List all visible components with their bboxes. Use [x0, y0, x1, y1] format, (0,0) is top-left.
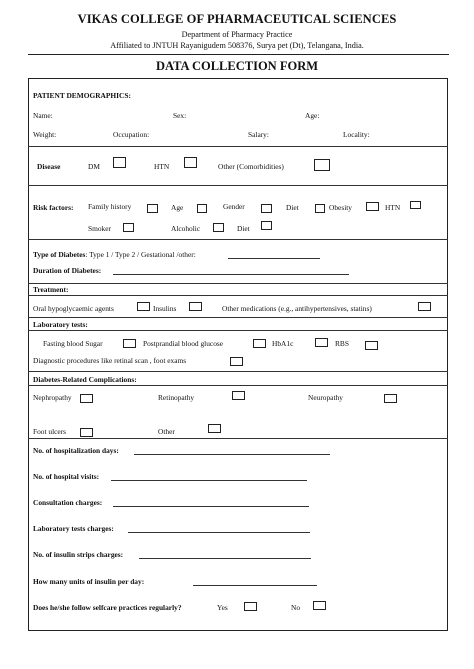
treatment-heading: Treatment: — [33, 285, 69, 294]
header-rule — [28, 54, 449, 55]
section-divider — [28, 295, 448, 296]
form-border — [28, 78, 448, 631]
section-divider — [28, 185, 448, 186]
locality-label: Locality: — [343, 130, 370, 139]
section-divider — [28, 438, 448, 439]
section-divider — [28, 317, 448, 318]
comorbidities-label: Other (Comorbidities) — [218, 162, 284, 171]
gender-checkbox[interactable] — [261, 204, 272, 213]
rbs-checkbox[interactable] — [365, 341, 378, 350]
hospitalization-days-line[interactable] — [134, 454, 330, 455]
demographics-heading: PATIENT DEMOGRAPHICS: — [33, 91, 131, 100]
disease-heading: Disease — [37, 162, 61, 171]
diagnostic-checkbox[interactable] — [230, 357, 243, 366]
retinopathy-checkbox[interactable] — [232, 391, 245, 400]
insulin-units-line[interactable] — [193, 585, 317, 586]
risk-htn-label: HTN — [385, 203, 401, 212]
family-history-label: Family history — [88, 202, 132, 211]
nephropathy-label: Nephropathy — [33, 393, 72, 402]
complications-heading: Diabetes-Related Complications: — [33, 375, 137, 384]
retinopathy-label: Retinopathy — [158, 393, 195, 402]
yes-checkbox[interactable] — [244, 602, 257, 611]
hospital-visits-line[interactable] — [111, 480, 307, 481]
insulin-units-label: How many units of insulin per day: — [33, 577, 145, 586]
occupation-label: Occupation: — [113, 130, 150, 139]
diet-checkbox[interactable] — [315, 204, 325, 213]
type-other-line[interactable] — [228, 258, 320, 259]
type-of-diabetes — [33, 250, 196, 259]
other-medications-label: Other medications (e.g., antihypertensives, statins) — [222, 304, 372, 313]
hba1c-label: HbA1c — [272, 339, 294, 348]
disease-htn-label: HTN — [154, 162, 170, 171]
dm-label: DM — [88, 162, 100, 171]
sex-label: Sex: — [173, 111, 187, 120]
foot-ulcers-label: Foot ulcers — [33, 427, 67, 436]
insulins-label: Insulins — [153, 304, 177, 313]
other-medications-checkbox[interactable] — [418, 302, 431, 311]
lab-charges-label: Laboratory tests charges: — [33, 524, 114, 533]
disease-htn-checkbox[interactable] — [184, 157, 197, 168]
yes-label: Yes — [217, 603, 228, 612]
risk-age-checkbox[interactable] — [197, 204, 207, 213]
lab-tests-heading: Laboratory tests: — [33, 320, 88, 329]
oral-agents-checkbox[interactable] — [137, 302, 150, 311]
no-checkbox[interactable] — [313, 601, 326, 610]
affiliation-text: Affiliated to JNTUH Rayanigudem 508376, Surya pet (Dt), Telangana, India. — [110, 41, 364, 50]
risk-age-label: Age — [171, 203, 184, 212]
diet-label: Diet — [286, 203, 299, 212]
lab-charges-line[interactable] — [128, 532, 310, 533]
consultation-line[interactable] — [113, 506, 309, 507]
name-label: Name: — [33, 111, 53, 120]
other-complication-label: Other — [158, 427, 175, 436]
department-name: Department of Pharmacy Practice — [181, 30, 293, 39]
insulin-strips-line[interactable] — [139, 558, 311, 559]
alcoholic-checkbox[interactable] — [213, 223, 224, 232]
comorbidities-checkbox[interactable] — [314, 159, 330, 171]
section-divider — [28, 283, 448, 284]
section-divider — [28, 146, 448, 147]
smoker-label: Smoker — [88, 224, 111, 233]
dm-checkbox[interactable] — [113, 157, 126, 168]
risk-factors-heading: Risk factors: — [33, 203, 74, 212]
nephropathy-checkbox[interactable] — [80, 394, 93, 403]
neuropathy-label: Neuropathy — [308, 393, 343, 402]
weight-label: Weight: — [33, 130, 57, 139]
diet2-label: Diet — [237, 224, 250, 233]
section-divider — [28, 371, 448, 372]
section-divider — [28, 385, 448, 386]
family-history-checkbox[interactable] — [147, 204, 158, 213]
section-divider — [28, 330, 448, 331]
other-complication-checkbox[interactable] — [208, 424, 221, 433]
hospital-visits-label: No. of hospital visits: — [33, 472, 100, 481]
age-label: Age: — [305, 111, 320, 120]
duration-line[interactable] — [113, 274, 349, 275]
salary-label: Salary: — [248, 130, 269, 139]
insulins-checkbox[interactable] — [189, 302, 202, 311]
obesity-checkbox[interactable] — [366, 202, 379, 211]
fasting-label: Fasting blood Sugar — [43, 339, 103, 348]
college-name: VIKAS COLLEGE OF PHARMACEUTICAL SCIENCES — [77, 12, 397, 26]
alcoholic-label: Alcoholic — [171, 224, 201, 233]
consultation-label: Consultation charges: — [33, 498, 103, 507]
foot-ulcers-checkbox[interactable] — [80, 428, 93, 437]
risk-htn-checkbox[interactable] — [410, 201, 421, 209]
no-label: No — [291, 603, 301, 612]
fasting-checkbox[interactable] — [123, 339, 136, 348]
obesity-label: Obesity — [329, 203, 352, 212]
type-of-diabetes-options: : Type 1 / Type 2 / Gestational /other: — [85, 250, 196, 259]
duration-label: Duration of Diabetes: — [33, 266, 102, 275]
postprandial-checkbox[interactable] — [253, 339, 266, 348]
selfcare-label: Does he/she follow selfcare practices regularly? — [33, 603, 182, 612]
neuropathy-checkbox[interactable] — [384, 394, 397, 403]
smoker-checkbox[interactable] — [123, 223, 134, 232]
insulin-strips-label: No. of insulin strips charges: — [33, 550, 124, 559]
hba1c-checkbox[interactable] — [315, 338, 328, 347]
diagnostic-label: Diagnostic procedures like retinal scan , foot exams — [33, 356, 187, 365]
gender-label: Gender — [223, 202, 245, 211]
form-title: DATA COLLECTION FORM — [155, 59, 319, 73]
rbs-label: RBS — [335, 339, 349, 348]
section-divider — [28, 239, 448, 240]
oral-agents-label: Oral hypoglycaemic agents — [33, 304, 114, 313]
diet2-checkbox[interactable] — [261, 221, 272, 230]
postprandial-label: Postprandial blood glucose — [143, 339, 224, 348]
hospitalization-days-label: No. of hospitalization days: — [33, 446, 119, 455]
type-of-diabetes-label: Type of Diabetes — [33, 250, 86, 259]
